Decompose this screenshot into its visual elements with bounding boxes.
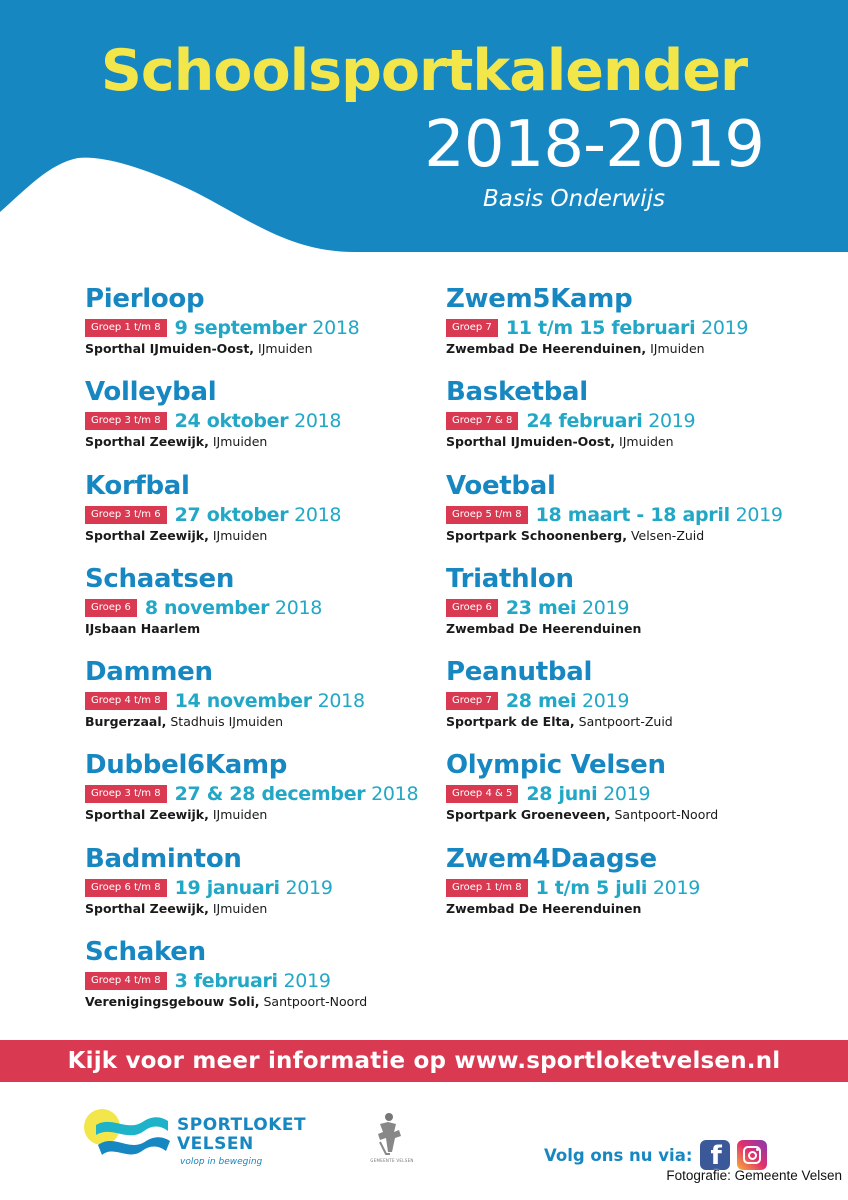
event-name: Schaatsen [85,563,235,594]
event-date-row [85,595,425,621]
school-year: 2018-2019 [424,108,764,182]
event-location [446,528,826,544]
event-place: Stadhuis IJmuiden [170,714,284,730]
event-date-year: 2018 [274,596,323,619]
event-date-row [446,315,826,341]
social-label: Volg ons nu via: [544,1145,693,1165]
event-date [526,783,650,805]
event-date [175,877,333,899]
event-date-day: 28 juni [526,783,598,806]
event-venue: Verenigingsgebouw Soli, [85,994,260,1010]
event-venue: Sportpark Groeneveen, [446,807,611,823]
event-name: Pierloop [85,284,205,314]
event-date [175,690,365,712]
coat-of-arms-icon [362,1108,422,1156]
event-date-year: 2019 [283,970,331,993]
event-item [85,750,425,843]
instagram-icon[interactable] [737,1140,767,1170]
event-date-day: 27 oktober [174,503,289,526]
event-date-row [446,502,826,528]
group-badge: Groep 7 [446,319,498,337]
event-date [175,410,342,432]
event-date [145,597,322,619]
event-location [446,807,826,823]
event-place: Velsen-Zuid [630,527,705,543]
event-date-day: 27 & 28 december [174,783,366,806]
event-name: Badminton [85,843,242,874]
event-location [85,994,425,1010]
page-subtitle: Basis Onderwijs [482,186,665,212]
event-location [446,434,826,450]
event-date-row [85,502,425,528]
event-date-row [446,595,826,621]
group-badge: Groep 4 t/m 8 [85,692,167,710]
event-item [446,564,826,657]
event-name: Dubbel6Kamp [85,750,288,781]
event-date-day: 1 t/m 5 juli [535,876,648,899]
group-badge: Groep 3 t/m 8 [85,785,167,803]
event-location [85,714,425,730]
event-date-row [85,875,425,901]
event-place: IJmuiden [258,341,313,356]
logo-tagline: volop in beweging [180,1157,263,1167]
gemeente-label: GEMEENTE VELSEN [370,1158,414,1163]
event-date-year: 2019 [648,410,696,433]
event-location [85,434,425,450]
event-venue: Sportpark de Elta, [446,714,575,730]
event-item [446,750,826,843]
event-name: Peanutbal [446,657,593,688]
event-item [85,284,425,377]
event-date [526,410,695,432]
event-venue: IJsbaan Haarlem [85,620,201,636]
event-place: IJmuiden [650,341,705,356]
facebook-glyph: f [710,1141,722,1171]
event-date-row [85,968,425,994]
event-location [446,621,826,637]
event-venue: Sporthal Zeewijk, [85,807,209,823]
event-item [446,471,826,564]
event-date-day: 18 maart - 18 april [535,503,730,526]
group-badge: Groep 1 t/m 8 [85,319,167,337]
event-date [175,970,331,992]
event-date-year: 2018 [317,690,365,713]
event-venue: Sportpark Schoonenberg, [446,527,627,543]
event-date-day: 23 mei [505,596,577,619]
event-location [85,621,425,637]
event-date-day: 8 november [144,596,270,619]
event-date-year: 2018 [294,410,342,433]
event-venue: Sporthal IJmuiden-Oost, [85,341,255,356]
event-name: Voetbal [446,470,556,501]
gemeente-velsen-logo [362,1108,422,1172]
info-banner-text[interactable]: Kijk voor meer informatie op www.sportloketvelsen.nl [67,1048,781,1074]
event-date-row [85,408,425,434]
group-badge: Groep 3 t/m 8 [85,412,167,430]
event-place: Santpoort-Noord [263,994,368,1010]
event-name: Korfbal [85,470,190,501]
event-date [506,597,629,619]
event-date-row [446,875,826,901]
event-date [506,690,629,712]
event-name: Basketbal [446,377,588,408]
logo-text-line2: VELSEN [177,1134,254,1154]
group-badge: Groep 6 t/m 8 [85,879,167,897]
event-name: Zwem4Daagse [446,843,657,874]
group-badge: Groep 3 t/m 6 [85,506,167,524]
event-place: IJmuiden [619,434,674,450]
photo-credit: Fotografie: Gemeente Velsen [666,1168,842,1183]
event-place: IJmuiden [212,807,268,823]
event-date [536,877,700,899]
event-date-year: 2018 [371,783,419,806]
event-location [446,901,826,917]
event-item [85,377,425,470]
event-location [446,714,826,730]
event-date-day: 28 mei [505,690,577,713]
event-item [85,471,425,564]
event-item [446,844,826,937]
event-item [446,657,826,750]
event-venue: Zwembad De Heerenduinen [446,900,642,916]
event-date-row [446,781,826,807]
event-date-row [446,688,826,714]
event-place: IJmuiden [212,434,268,450]
event-place: Santpoort-Noord [614,807,719,823]
social-links [544,1138,774,1172]
header [0,0,848,262]
event-name: Zwem5Kamp [446,284,633,314]
event-venue: Sporthal Zeewijk, [85,527,209,543]
event-name: Volleybal [85,377,217,408]
event-place: IJmuiden [212,900,268,916]
events-column-left [85,284,425,1030]
events-column-right [446,284,826,937]
event-date-day: 3 februari [174,970,278,993]
event-item [85,657,425,750]
event-date-row [85,315,425,341]
page-title: Schoolsportkalender [100,38,748,104]
event-date [175,504,342,526]
info-banner [0,1040,848,1082]
event-date-day: 24 februari [526,410,643,433]
group-badge: Groep 7 & 8 [446,412,518,430]
event-location [446,341,826,357]
event-name: Triathlon [446,563,574,594]
event-item [85,844,425,937]
event-venue: Sporthal Zeewijk, [85,434,209,450]
event-date [536,504,783,526]
facebook-icon[interactable] [700,1140,730,1170]
event-place: IJmuiden [212,527,268,543]
event-date-year: 2019 [582,690,630,713]
event-date-year: 2019 [582,596,630,619]
group-badge: Groep 4 & 5 [446,785,518,803]
event-date-day: 14 november [174,690,312,713]
event-date-row [85,688,425,714]
event-date-day: 24 oktober [174,410,289,433]
logo-text-line1: SPORTLOKET [177,1115,307,1135]
event-venue: Burgerzaal, [85,714,167,730]
event-date-year: 2019 [603,783,651,806]
event-name: Olympic Velsen [446,750,666,781]
event-location [85,901,425,917]
event-venue: Zwembad De Heerenduinen [446,620,642,636]
event-date-day: 19 januari [174,876,280,899]
event-venue: Zwembad De Heerenduinen, [446,341,647,356]
group-badge: Groep 6 [85,599,137,617]
event-date [506,317,748,339]
waves-icon [92,1111,172,1166]
event-date-day: 9 september [174,317,307,339]
event-date-year: 2018 [294,503,342,526]
group-badge: Groep 1 t/m 8 [446,879,528,897]
group-badge: Groep 5 t/m 8 [446,506,528,524]
event-date-row [446,408,826,434]
event-date-year: 2019 [652,876,701,899]
event-item [446,284,826,377]
event-place: Santpoort-Zuid [578,714,673,730]
event-date-year: 2019 [735,503,783,526]
sportloket-logo [82,1103,332,1175]
event-location [85,528,425,544]
event-date [175,783,419,805]
event-name: Dammen [85,657,213,688]
event-venue: Sporthal IJmuiden-Oost, [446,434,616,450]
group-badge: Groep 7 [446,692,498,710]
event-name: Schaken [85,937,206,968]
event-venue: Sporthal Zeewijk, [85,900,209,916]
event-date-row [85,781,425,807]
event-item [85,564,425,657]
event-date-year: 2019 [285,876,333,899]
event-item [85,937,425,1030]
event-date-year: 2019 [701,317,749,339]
event-date-year: 2018 [312,317,360,339]
group-badge: Groep 6 [446,599,498,617]
event-date [175,317,360,339]
event-location [85,807,425,823]
event-date-day: 11 t/m 15 februari [505,317,696,339]
event-location [85,341,425,357]
event-item [446,377,826,470]
group-badge: Groep 4 t/m 8 [85,972,167,990]
